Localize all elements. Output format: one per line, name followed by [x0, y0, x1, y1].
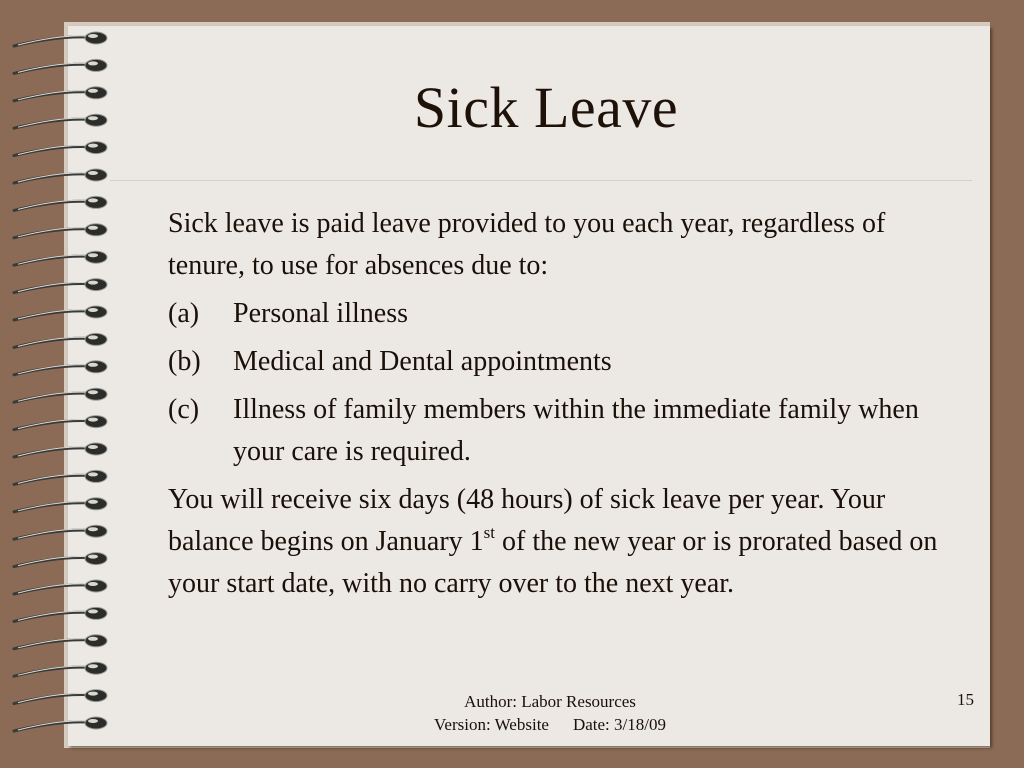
binding-ring: [14, 470, 107, 484]
binding-ring: [14, 690, 107, 704]
list-item-text: Illness of family members within the immediate family when your care is required.: [233, 394, 919, 467]
list-item: [168, 293, 968, 335]
binding-ring: [14, 388, 107, 402]
binding-ring: [14, 279, 107, 293]
binding-ring: [14, 443, 107, 457]
binding-ring: [14, 361, 107, 375]
footer-date: Date: 3/18/09: [572, 715, 666, 734]
binding-ring: [14, 169, 107, 183]
binding-ring: [14, 717, 107, 731]
binding-ring: [14, 635, 107, 649]
binding-ring: [14, 580, 107, 594]
binding-ring: [14, 498, 107, 512]
title-divider: [110, 180, 972, 181]
binding-ring: [14, 333, 107, 347]
binding-ring: [14, 662, 107, 676]
binding-ring: [14, 607, 107, 621]
closing-text-start: You will receive six days (48 hours) of sick leave per year. Your balance begins on January 1: [168, 484, 886, 557]
list-item-tag: (c): [168, 394, 200, 425]
list-item-text: Personal illness: [233, 298, 408, 329]
list-item-tag: (b): [168, 346, 201, 377]
binding-ring: [14, 59, 107, 73]
binding-ring: [14, 306, 107, 320]
slide-title: Sick Leave: [413, 75, 679, 140]
binding-ring: [14, 142, 107, 156]
footer-version-line: [380, 713, 720, 736]
page-number: 15: [957, 690, 974, 709]
binding-ring: [14, 553, 107, 567]
binding-ring: [14, 224, 107, 238]
intro-paragraph: Sick leave is paid leave provided to you each year, regardless of tenure, to use for absences due to:: [168, 208, 886, 281]
closing-paragraph: [168, 479, 968, 605]
footer: [380, 690, 720, 736]
binding-ring: [14, 416, 107, 430]
list-item-tag: (a): [168, 298, 200, 329]
list-item: [168, 389, 968, 473]
footer-author: Author: Labor Resources: [464, 692, 636, 711]
binding-ring: [14, 525, 107, 539]
list-item-text: Medical and Dental appointments: [233, 346, 612, 377]
binding-ring: [14, 32, 107, 46]
ordinal-suffix: st: [483, 523, 496, 542]
binding-ring: [14, 251, 107, 265]
closing-text-end: of the new year or is prorated based on your start date, with no carry over to the next year.: [168, 526, 938, 599]
footer-version: Version: Website: [434, 715, 549, 734]
list-item: [168, 341, 968, 383]
slide-body: [168, 203, 968, 611]
binding-ring: [14, 196, 107, 210]
